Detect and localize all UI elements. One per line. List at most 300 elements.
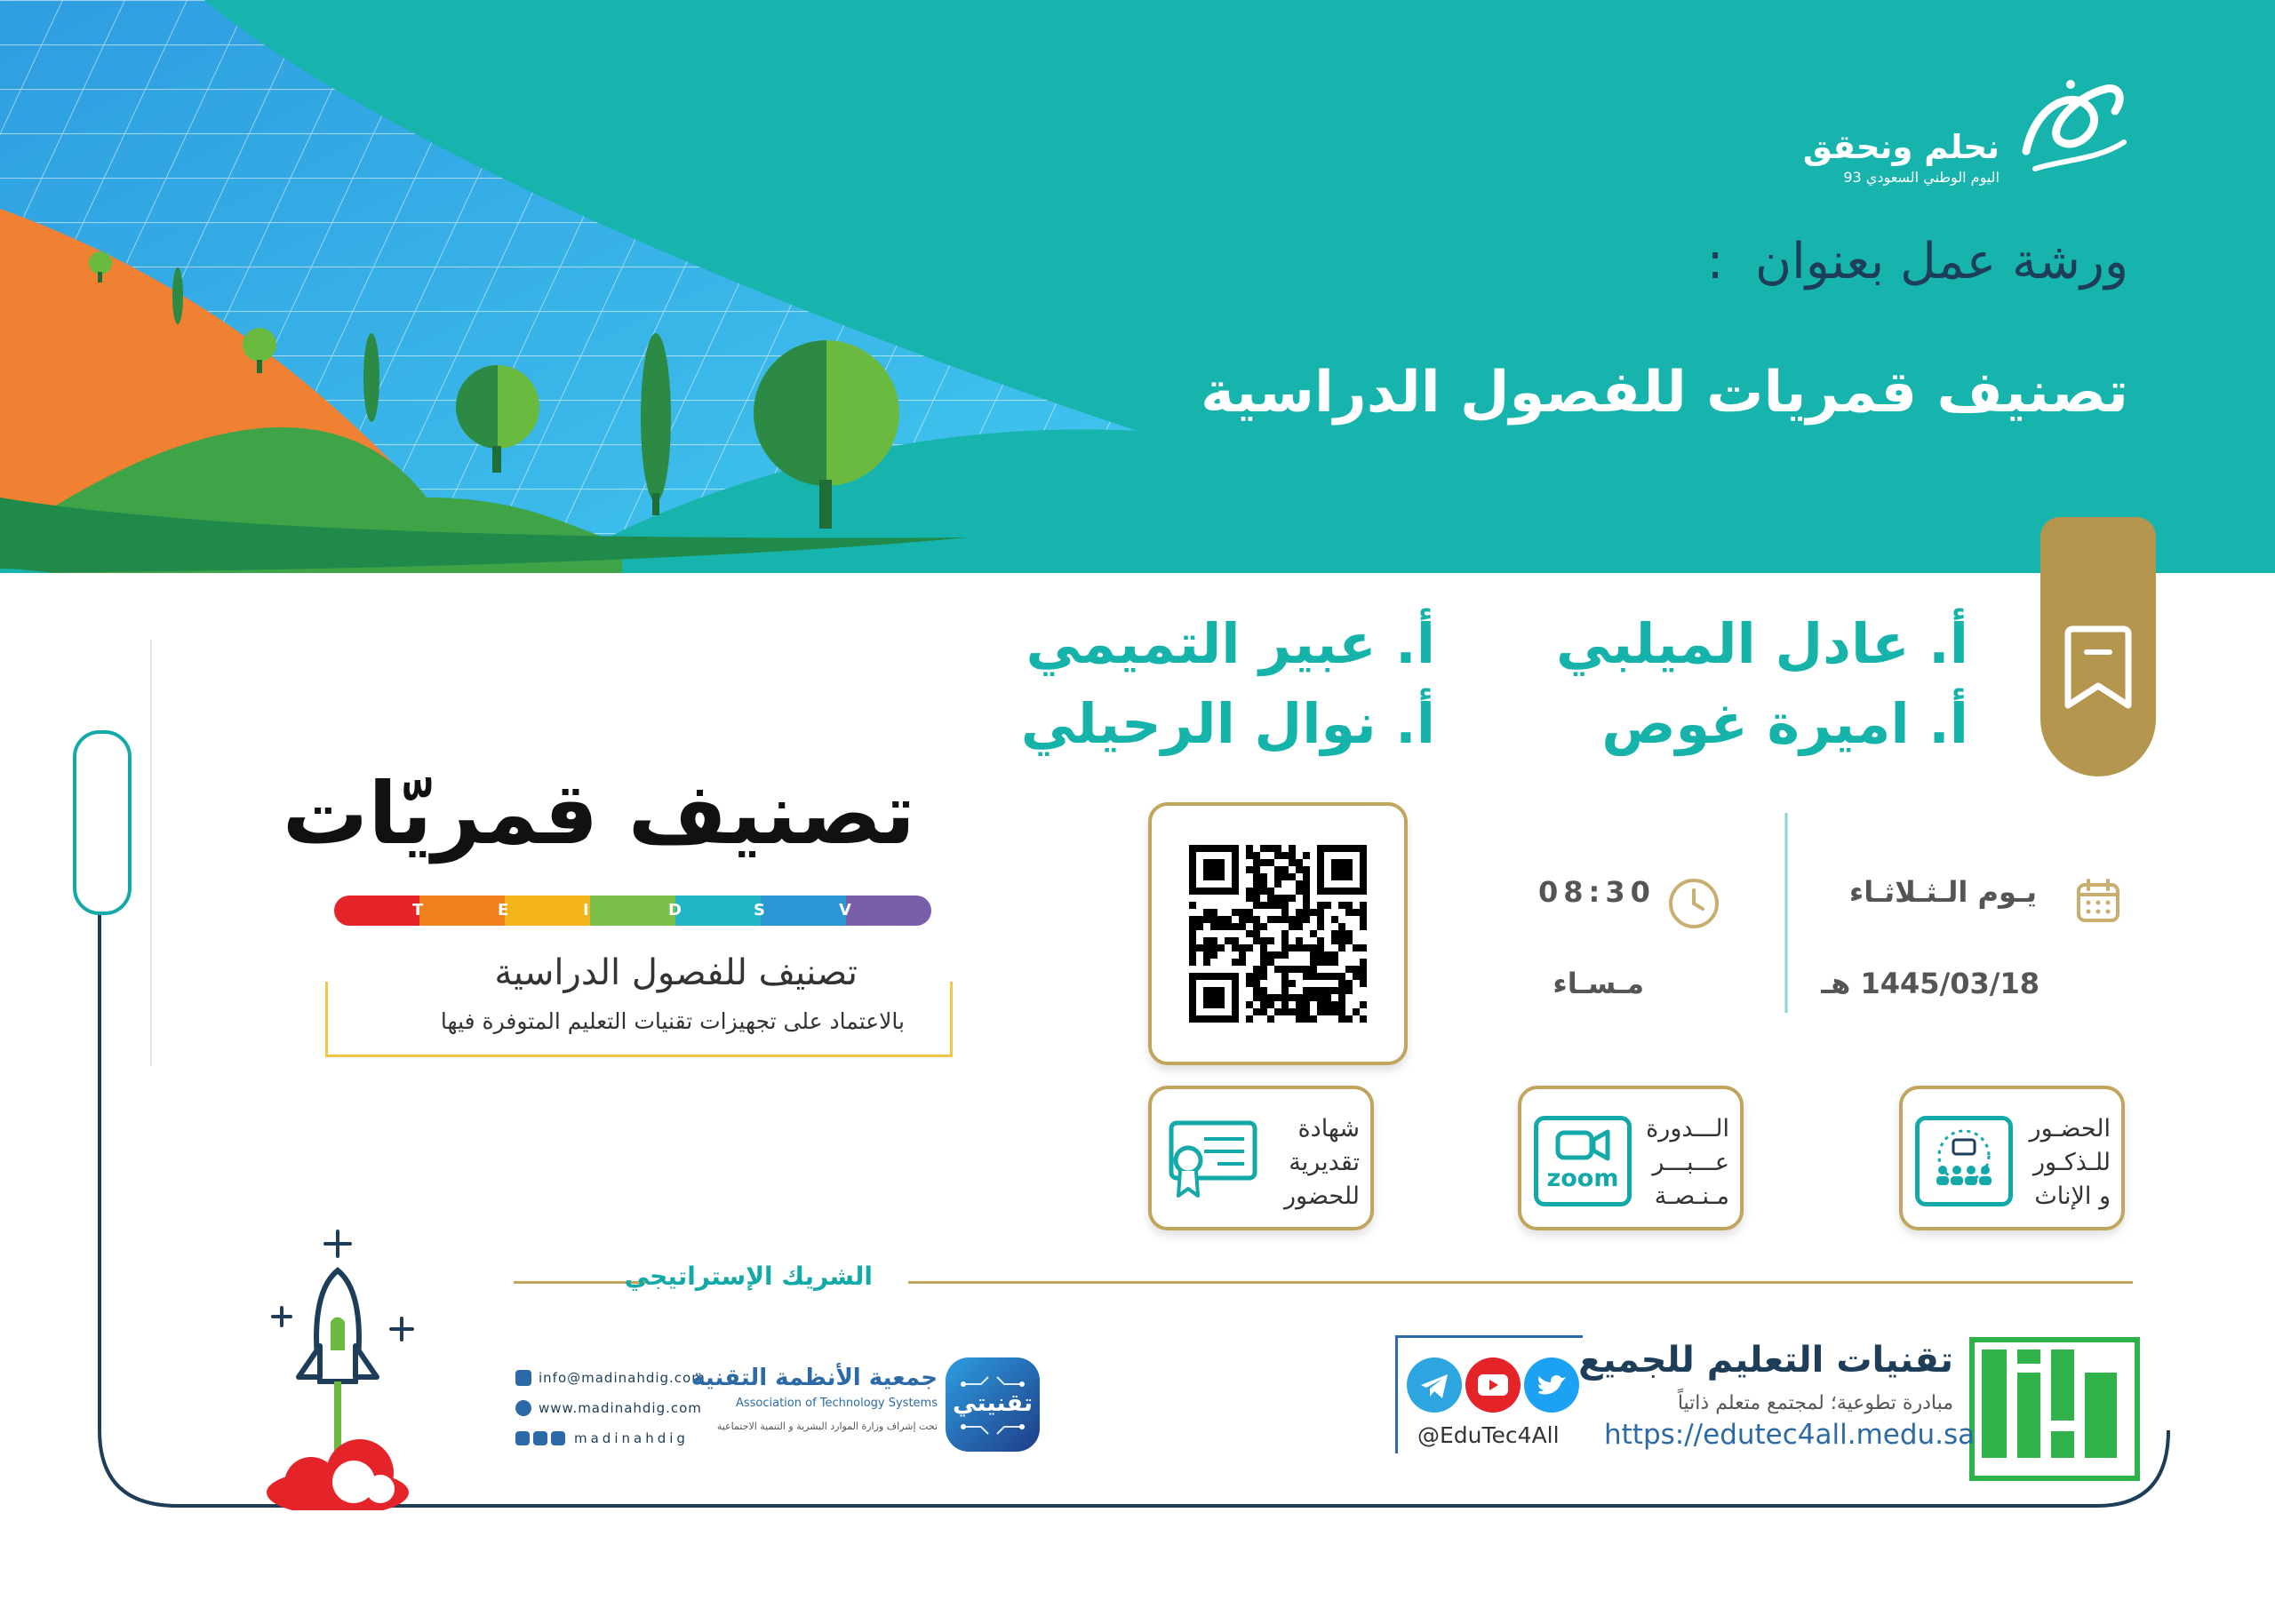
- qr-module: [1317, 987, 1324, 994]
- qr-module: [1260, 951, 1267, 959]
- zoom-wordmark: zoom: [1546, 1165, 1619, 1192]
- qr-module: [1303, 873, 1310, 880]
- qr-module: [1267, 916, 1274, 923]
- qr-module: [1225, 937, 1232, 944]
- qr-module: [1345, 980, 1353, 987]
- qr-module: [1303, 944, 1310, 951]
- qr-module: [1274, 994, 1281, 1001]
- youtube-icon[interactable]: [1465, 1357, 1521, 1413]
- qr-module: [1360, 923, 1367, 930]
- feature-card-certificate: [1148, 1086, 1374, 1230]
- email-icon: [515, 1370, 531, 1386]
- qr-module: [1260, 845, 1267, 852]
- qr-module: [1189, 951, 1196, 959]
- qr-module: [1253, 902, 1260, 909]
- qr-module: [1246, 973, 1253, 980]
- qr-module: [1239, 951, 1246, 959]
- qr-module: [1267, 994, 1274, 1001]
- partner-badge: [946, 1357, 1040, 1452]
- levels-bar: [334, 896, 931, 926]
- qr-module: [1267, 895, 1274, 902]
- qr-module: [1232, 937, 1239, 944]
- qr-module: [1289, 944, 1296, 951]
- qr-module: [1317, 959, 1324, 966]
- qr-module: [1274, 1008, 1281, 1015]
- qr-module: [1203, 937, 1210, 944]
- qr-module: [1260, 973, 1267, 980]
- qr-module: [1253, 873, 1260, 880]
- brand-title: تصنيف قمريّات: [282, 764, 915, 864]
- qr-module: [1203, 916, 1210, 923]
- qr-module: [1296, 994, 1303, 1001]
- qr-module: [1253, 852, 1260, 859]
- qr-module: [1317, 1001, 1324, 1008]
- qr-module: [1338, 923, 1345, 930]
- level-segment: [412, 896, 505, 926]
- feature-label: الـــدورة عـــبـــر مـنـصـة: [1646, 1115, 1729, 1210]
- qr-module: [1246, 866, 1253, 873]
- qr-module: [1310, 909, 1317, 916]
- qr-module: [1353, 973, 1360, 980]
- qr-module: [1360, 973, 1367, 980]
- feature-label: شهادة تقديرية للحضور: [1284, 1115, 1360, 1210]
- qr-module: [1324, 1001, 1331, 1008]
- qr-module: [1260, 888, 1267, 895]
- qr-module: [1345, 909, 1353, 916]
- qr-module: [1331, 959, 1338, 966]
- partner-contacts: [515, 1365, 720, 1452]
- qr-module: [1296, 1008, 1303, 1015]
- qr-module: [1289, 1008, 1296, 1015]
- partner-label: الشريك الإستراتيجي: [624, 1262, 873, 1291]
- qr-module: [1331, 916, 1338, 923]
- qr-module: [1253, 880, 1260, 888]
- qr-module: [1289, 966, 1296, 973]
- qr-module: [1239, 909, 1246, 916]
- qr-module: [1310, 966, 1317, 973]
- qr-module: [1317, 902, 1324, 909]
- edutec-tagline: مبادرة تطوعية؛ لمجتمع متعلم ذاتياً: [1677, 1392, 1953, 1414]
- qr-module: [1281, 951, 1289, 959]
- event-time: 08:30: [1538, 875, 1656, 909]
- workshop-intro: ورشة عمل بعنوان :: [1706, 233, 2128, 291]
- qr-module: [1324, 987, 1331, 994]
- qr-module: [1353, 1008, 1360, 1015]
- workshop-title: تصنيف قمريات للفصول الدراسية: [1201, 360, 2128, 426]
- level-segment: [498, 896, 590, 926]
- instagram-icon[interactable]: [515, 1431, 530, 1445]
- qr-module: [1317, 994, 1324, 1001]
- national-day-subtitle: اليوم الوطني السعودي 93: [1843, 169, 2000, 186]
- qr-module: [1338, 973, 1345, 980]
- brand-block: [282, 764, 960, 1066]
- qr-module: [1331, 973, 1338, 980]
- qr-module: [1345, 930, 1353, 937]
- qr-module: [1345, 1015, 1353, 1023]
- brand-subtitle: تصنيف للفصول الدراسية: [494, 952, 858, 993]
- qr-module: [1260, 987, 1267, 994]
- qr-module: [1260, 944, 1267, 951]
- qr-module: [1189, 916, 1196, 923]
- qr-module: [1253, 980, 1260, 987]
- qr-module: [1303, 888, 1310, 895]
- qr-module: [1310, 994, 1317, 1001]
- feature-card-attendance: [1899, 1086, 2125, 1230]
- qr-module: [1303, 973, 1310, 980]
- qr-module: [1196, 944, 1203, 951]
- qr-module: [1310, 1015, 1317, 1023]
- qr-module: [1281, 944, 1289, 951]
- qr-module: [1210, 916, 1217, 923]
- level-segment: [839, 896, 931, 926]
- qr-module: [1303, 909, 1310, 916]
- qr-module: [1324, 959, 1331, 966]
- qr-module: [1360, 1015, 1367, 1023]
- qr-module: [1324, 951, 1331, 959]
- qr-module: [1338, 944, 1345, 951]
- qr-module: [1317, 909, 1324, 916]
- qr-module: [1274, 966, 1281, 973]
- qr-module: [1360, 959, 1367, 966]
- qr-module: [1360, 916, 1367, 923]
- qr-module: [1267, 937, 1274, 944]
- qr-module: [1296, 1001, 1303, 1008]
- qr-module: [1260, 859, 1267, 866]
- qr-module: [1281, 930, 1289, 937]
- qr-module: [1274, 845, 1281, 852]
- qr-module: [1331, 937, 1338, 944]
- qr-module: [1274, 902, 1281, 909]
- facebook-icon[interactable]: [533, 1431, 547, 1445]
- qr-module: [1246, 1001, 1253, 1008]
- qr-module: [1296, 966, 1303, 973]
- brand-tagline: بالاعتماد على تجهيزات تقنيات التعليم المتوفرة فيها: [440, 1008, 905, 1034]
- qr-module: [1317, 951, 1324, 959]
- qr-module: [1303, 1001, 1310, 1008]
- qr-module: [1281, 902, 1289, 909]
- qr-module: [1210, 944, 1217, 951]
- qr-module: [1338, 1008, 1345, 1015]
- qr-module: [1296, 866, 1303, 873]
- qr-module: [1189, 944, 1196, 951]
- qr-module: [1253, 987, 1260, 994]
- qr-module: [1303, 994, 1310, 1001]
- qr-module: [1281, 966, 1289, 973]
- qr-module: [1246, 1015, 1253, 1023]
- qr-module: [1289, 980, 1296, 987]
- qr-module: [1274, 866, 1281, 873]
- qr-module: [1253, 888, 1260, 895]
- qr-module: [1303, 916, 1310, 923]
- qr-module: [1210, 909, 1217, 916]
- qr-module: [1203, 944, 1210, 951]
- qr-module: [1310, 930, 1317, 937]
- qr-module: [1360, 1001, 1367, 1008]
- qr-module: [1338, 987, 1345, 994]
- qr-module: [1331, 987, 1338, 994]
- qr-module: [1281, 916, 1289, 923]
- edutec-logo: [1969, 1337, 2140, 1481]
- qr-module: [1281, 866, 1289, 873]
- partner-org-name: جمعية الأنظمة التقنية: [691, 1365, 938, 1391]
- partner-org-en: Association of Technology Systems: [735, 1397, 938, 1410]
- qr-module: [1217, 923, 1225, 930]
- qr-module: [1281, 895, 1289, 902]
- level-segment: [583, 896, 675, 926]
- qr-module: [1274, 895, 1281, 902]
- qr-module: [1232, 923, 1239, 930]
- qr-module: [1246, 916, 1253, 923]
- level-segment: [334, 896, 419, 926]
- qr-module: [1317, 937, 1324, 944]
- level-letter: D: [668, 901, 682, 919]
- qr-module: [1253, 866, 1260, 873]
- qr-module: [1331, 951, 1338, 959]
- qr-module: [1338, 937, 1345, 944]
- qr-module: [1345, 902, 1353, 909]
- level-segment: [668, 896, 761, 926]
- qr-module: [1253, 966, 1260, 973]
- qr-module: [1281, 1001, 1289, 1008]
- qr-module: [1310, 951, 1317, 959]
- qr-module: [1267, 959, 1274, 966]
- event-period: مـسـاء: [1553, 967, 1644, 1000]
- partner-org: [691, 1365, 938, 1432]
- qr-module: [1360, 944, 1367, 951]
- qr-module: [1274, 873, 1281, 880]
- qr-module: [1303, 895, 1310, 902]
- qr-module: [1345, 966, 1353, 973]
- contact-row: [515, 1365, 720, 1391]
- qr-module: [1281, 973, 1289, 980]
- speaker-name: أ. عبير التميمي: [1026, 611, 1435, 676]
- qr-card[interactable]: [1148, 802, 1408, 1065]
- contact-row: [515, 1395, 720, 1421]
- qr-module: [1303, 966, 1310, 973]
- qr-module: [1253, 937, 1260, 944]
- qr-module: [1324, 902, 1331, 909]
- partner-badge-label: تقنيتي: [953, 1389, 1033, 1417]
- qr-module: [1281, 987, 1289, 994]
- qr-module: [1310, 987, 1317, 994]
- qr-module: [1338, 994, 1345, 1001]
- telegram-icon[interactable]: [1407, 1357, 1462, 1413]
- twitter-icon[interactable]: [551, 1431, 565, 1445]
- qr-module: [1303, 1015, 1310, 1023]
- qr-module: [1274, 916, 1281, 923]
- qr-module: [1239, 916, 1246, 923]
- partner-org-note: تحت إشراف وزارة الموارد البشرية و التنمية الاجتماعية: [716, 1421, 938, 1432]
- qr-module: [1296, 916, 1303, 923]
- qr-module: [1353, 944, 1360, 951]
- qr-module: [1331, 930, 1338, 937]
- qr-module: [1345, 937, 1353, 944]
- qr-module: [1338, 980, 1345, 987]
- qr-module: [1232, 909, 1239, 916]
- qr-module: [1253, 859, 1260, 866]
- qr-module: [1253, 930, 1260, 937]
- qr-module: [1296, 909, 1303, 916]
- qr-module: [1253, 916, 1260, 923]
- edutec-handle[interactable]: @EduTec4All: [1417, 1422, 1560, 1448]
- qr-module: [1331, 1008, 1338, 1015]
- qr-module: [1303, 866, 1310, 873]
- qr-module: [1289, 873, 1296, 880]
- qr-module: [1260, 923, 1267, 930]
- qr-module: [1303, 880, 1310, 888]
- qr-module: [1281, 1008, 1289, 1015]
- level-segment: [754, 896, 846, 926]
- side-pill: [73, 730, 132, 915]
- zoom-icon: [1534, 1116, 1632, 1206]
- qr-module: [1246, 930, 1253, 937]
- qr-module: [1310, 973, 1317, 980]
- qr-module: [1281, 909, 1289, 916]
- qr-module: [1210, 937, 1217, 944]
- qr-module: [1281, 937, 1289, 944]
- qr-module: [1203, 959, 1210, 966]
- qr-module: [1239, 923, 1246, 930]
- qr-module: [1189, 930, 1196, 937]
- qr-module: [1338, 1001, 1345, 1008]
- qr-module: [1303, 987, 1310, 994]
- qr-module: [1246, 895, 1253, 902]
- qr-module: [1317, 1008, 1324, 1015]
- qr-module: [1225, 923, 1232, 930]
- qr-module: [1296, 923, 1303, 930]
- partner-email[interactable]: info@madinahdig.com: [539, 1370, 706, 1386]
- twitter-icon[interactable]: [1524, 1357, 1579, 1413]
- qr-module: [1317, 916, 1324, 923]
- qr-module: [1310, 944, 1317, 951]
- qr-module: [1260, 959, 1267, 966]
- qr-module: [1189, 923, 1196, 930]
- qr-module: [1317, 973, 1324, 980]
- qr-module: [1253, 973, 1260, 980]
- qr-module: [1217, 916, 1225, 923]
- qr-module: [1296, 859, 1303, 866]
- speaker-name: أ. اميرة غوص: [1601, 691, 1968, 756]
- qr-module: [1189, 937, 1196, 944]
- qr-module: [1360, 902, 1367, 909]
- qr-module: [1281, 980, 1289, 987]
- rocket-illustration: [249, 1226, 427, 1510]
- qr-module: [1239, 944, 1246, 951]
- event-day: يـوم الـثـلاثـاء: [1848, 875, 2037, 909]
- qr-module: [1260, 1008, 1267, 1015]
- qr-module: [1317, 944, 1324, 951]
- qr-module: [1274, 951, 1281, 959]
- qr-module: [1225, 916, 1232, 923]
- qr-module: [1210, 951, 1217, 959]
- qr-module: [1246, 944, 1253, 951]
- qr-module: [1267, 859, 1274, 866]
- qr-module: [1353, 966, 1360, 973]
- qr-module: [1289, 852, 1296, 859]
- qr-module: [1203, 951, 1210, 959]
- qr-module: [1303, 852, 1310, 859]
- qr-module: [1267, 1015, 1274, 1023]
- level-letter: S: [754, 901, 765, 919]
- qr-module: [1260, 994, 1267, 1001]
- qr-module: [1253, 895, 1260, 902]
- qr-module: [1253, 994, 1260, 1001]
- qr-module: [1296, 937, 1303, 944]
- qr-module: [1296, 880, 1303, 888]
- edutec-name: تقنيات التعليم للجميع: [1578, 1340, 1953, 1381]
- level-letter: V: [839, 901, 851, 919]
- speakers-right: [1556, 604, 1968, 764]
- qr-module: [1289, 859, 1296, 866]
- qr-module: [1246, 845, 1253, 852]
- event-date: 1445/03/18 هـ: [1821, 967, 2040, 1000]
- speaker-name: أ. نوال الرحيلي: [1020, 691, 1435, 756]
- qr-module: [1289, 895, 1296, 902]
- qr-module: [1203, 909, 1210, 916]
- qr-module: [1296, 1015, 1303, 1023]
- qr-module: [1360, 980, 1367, 987]
- qr-module: [1281, 852, 1289, 859]
- qr-module: [1246, 888, 1253, 895]
- qr-module: [1232, 959, 1239, 966]
- qr-module: [1360, 966, 1367, 973]
- qr-module: [1296, 944, 1303, 951]
- qr-module: [1353, 909, 1360, 916]
- qr-module: [1360, 909, 1367, 916]
- contact-row: [515, 1425, 720, 1452]
- qr-module: [1189, 902, 1196, 909]
- feature-label: الحضـور للـذكـور و الإناث: [2029, 1115, 2111, 1210]
- qr-module: [1217, 944, 1225, 951]
- qr-module: [1260, 1001, 1267, 1008]
- clock-icon: [1667, 877, 1720, 930]
- partner-handle[interactable]: madinahdig: [574, 1430, 689, 1446]
- qr-module: [1196, 923, 1203, 930]
- qr-module: [1267, 888, 1274, 895]
- level-letter: E: [498, 901, 509, 919]
- qr-module: [1281, 873, 1289, 880]
- speakers-left: [1021, 604, 1435, 764]
- qr-module: [1281, 994, 1289, 1001]
- qr-module: [1338, 902, 1345, 909]
- level-letter: T: [412, 901, 424, 919]
- qr-module: [1324, 994, 1331, 1001]
- qr-module: [1331, 1001, 1338, 1008]
- partner-website[interactable]: www.madinahdig.com: [539, 1400, 702, 1416]
- qr-code[interactable]: [1189, 845, 1367, 1023]
- qr-module: [1274, 880, 1281, 888]
- qr-module: [1260, 937, 1267, 944]
- qr-module: [1303, 1008, 1310, 1015]
- qr-module: [1317, 923, 1324, 930]
- speaker-name: أ. عادل الميلبي: [1556, 611, 1968, 676]
- qr-module: [1210, 923, 1217, 930]
- certificate-icon: [1164, 1116, 1262, 1205]
- qr-module: [1303, 902, 1310, 909]
- qr-module: [1246, 852, 1253, 859]
- qr-module: [1246, 980, 1253, 987]
- qr-module: [1260, 966, 1267, 973]
- calendar-icon: [2075, 878, 2121, 924]
- partner-divider-right: [908, 1281, 2133, 1284]
- qr-module: [1345, 987, 1353, 994]
- qr-module: [1324, 973, 1331, 980]
- qr-module: [1289, 916, 1296, 923]
- qr-module: [1232, 944, 1239, 951]
- edutec-url[interactable]: https://edutec4all.medu.sa: [1604, 1419, 1976, 1451]
- qr-module: [1324, 1008, 1331, 1015]
- qr-module: [1189, 959, 1196, 966]
